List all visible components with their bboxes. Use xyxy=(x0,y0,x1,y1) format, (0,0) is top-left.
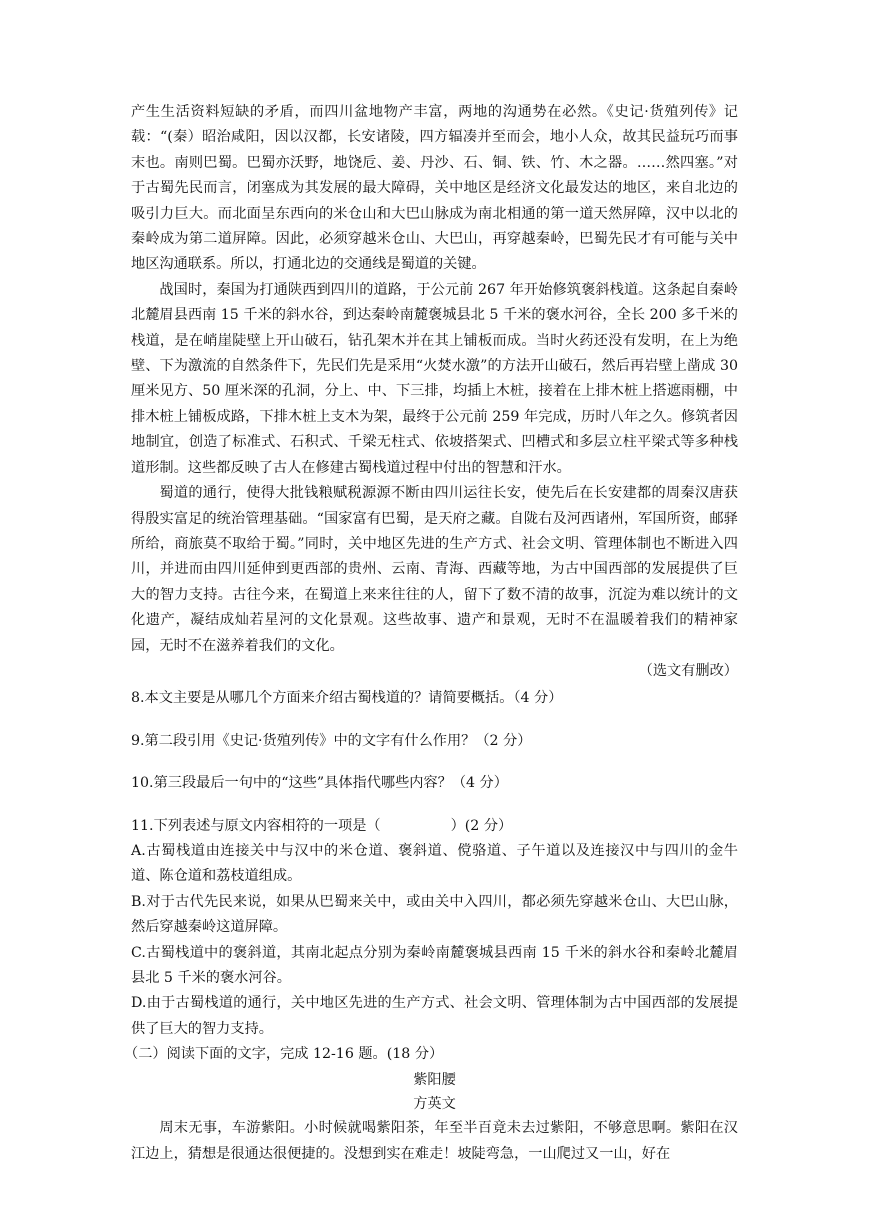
paragraph-3: 蜀道的通行，使得大批钱粮赋税源源不断由四川运往长安，使先后在长安建都的周秦汉唐获得殷实富足的统治管理基础。“国家富有巴蜀，是天府之藏。自陇右及河西诸州，军国所资，邮驿所给，商旅莫不取给于蜀。”同时，关中地区先进的生产方式、社会文明、管理体制也不断进入四川，并进而由四川延伸到更西部的贵州、云南、青海、西藏等地，为古中国西部的发展提供了巨大的智力支持。古往今来，在蜀道上来来往往的人，留下了数不清的故事，沉淀为难以统计的文化遗产，凝结成灿若星河的文化景观。这些故事、遗产和景观，无时不在温暖着我们的精神家园，无时不在滋养着我们的文化。 xyxy=(131,485,738,654)
question-11 xyxy=(131,814,738,839)
source-note: （选文有删改） xyxy=(638,662,738,679)
paragraph-2: 战国时，秦国为打通陕西到四川的道路，于公元前 267 年开始修筑褒斜栈道。这条起自秦岭北麓眉县西南 15 千米的斜水谷，到达秦岭南麓褒城县北 5 千米的褒水河谷，全长 200 多千米的栈道，是在峭崖陡壁上开山破石，钻孔架木并在其上铺板而成。当时火药还没有发明，在上为绝壁、下为激流的自然条件下，先民们先是采用“火焚水激”的方法开山破石，然后再岩壁上凿成 30 厘米见方、50 厘米深的孔洞，分上、中、下三排，均插上木桩，接着在上排木桩上搭遮雨棚，中排木桩上铺板成路，下排木桩上支木为架，最终于公元前 259 年完成，历时八年之久。修筑者因地制宜，创造了标准式、石积式、千梁无柱式、依坡搭架式、凹槽式和多层立柱平梁式等多种栈道形制。这些都反映了古人在修建古蜀栈道过程中付出的智慧和汗水。 xyxy=(131,281,738,476)
essay-title: 紫阳腰 xyxy=(413,1071,456,1088)
option-c: C.古蜀栈道中的褒斜道，其南北起点分别为秦岭南麓褒城县西南 15 千米的斜水谷和秦岭北麓眉县北 5 千米的褒水河谷。 xyxy=(131,944,738,986)
question-8: 8.本文主要是从哪几个方面来介绍古蜀栈道的？请简要概括。（4 分） xyxy=(131,690,563,707)
option-b: B.对于古代先民来说，如果从巴蜀来关中，或由关中入四川，都必须先穿越米仓山、大巴山脉，然后穿越秦岭这道屏障。 xyxy=(131,893,738,936)
essay-paragraph-1: 周末无事，车游紫阳。小时候就喝紫阳茶，年至半百竟未去过紫阳，不够意思啊。紫阳在汉江边上，猜想是很通达很便捷的。没想到实在难走！坡陡弯急，一山爬过又一山，好在 xyxy=(131,1120,738,1162)
section-heading: （二）阅读下面的文字，完成 12-16 题。(18 分） xyxy=(124,1046,444,1063)
document-page xyxy=(124,100,738,1167)
paragraph-1: 产生生活资料短缺的矛盾，而四川盆地物产丰富，两地的沟通势在必然。《史记·货殖列传》记载：“(秦）昭治咸阳，因以汉都，长安诸陵，四方辐凑并至而会，地小人众，故其民益玩巧而事末也。南则巴蜀。巴蜀亦沃野，地饶卮、姜、丹沙、石、铜、铁、竹、木之器。……然四塞。”对于古蜀先民而言，闭塞成为其发展的最大障碍，关中地区是经济文化最发达的地区，来自北边的吸引力巨大。而北面呈东西向的米仓山和大巴山脉成为南北相通的第一道天然屏障，汉中以北的秦岭成为第二道屏障。因此，必须穿越米仓山、大巴山，再穿越秦岭，巴蜀先民才有可能与关中地区沟通联系。所以，打通北边的交通线是蜀道的关键。 xyxy=(131,104,738,273)
option-d: D.由于古蜀栈道的通行，关中地区先进的生产方式、社会文明、管理体制为古中国西部的发展提供了巨大的智力支持。 xyxy=(131,995,738,1037)
question-10: 10.第三段最后一句中的“这些”具体指代哪些内容？（4 分） xyxy=(131,775,508,792)
question-9: 9.第二段引用《史记·货殖列传》中的文字有什么作用？（2 分） xyxy=(131,732,532,749)
question-11-score: ）(2 分） xyxy=(450,817,513,834)
question-11-text: 11.下列表述与原文内容相符的一项是（ xyxy=(131,817,381,834)
essay-author: 方英文 xyxy=(413,1096,456,1113)
option-a: A.古蜀栈道由连接关中与汉中的米仓道、褒斜道、傥骆道、子午道以及连接汉中与四川的金牛道、陈仓道和荔枝道组成。 xyxy=(131,842,738,885)
